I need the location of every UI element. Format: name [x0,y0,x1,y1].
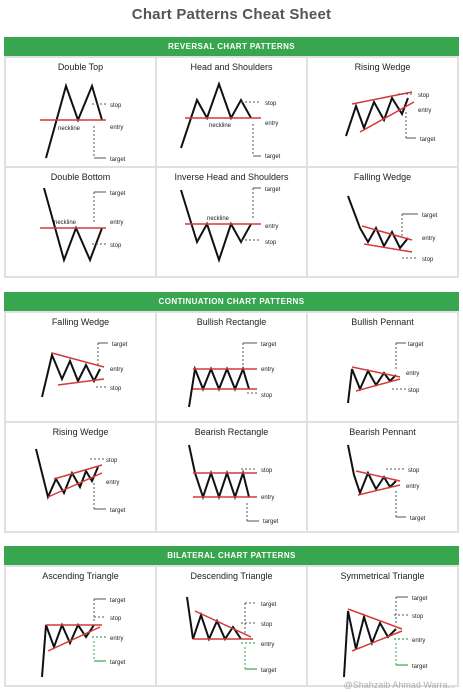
pattern-title: Falling Wedge [353,172,412,182]
bullish-rectangle-diagram [157,313,306,421]
pattern-card-inverse-head-and-shoulders [157,168,306,276]
falling-wedge-continuation-diagram [6,313,155,421]
pattern-title: Head and Shoulders [190,62,273,72]
target-label: target [422,213,438,219]
bearish-pennant-diagram [308,423,457,531]
target-label: target [265,154,281,160]
pattern-title: Bearish Pennant [349,427,416,437]
stop-label: stop [261,468,273,474]
neckline-label: neckline [58,126,81,132]
stop-label: stop [110,103,122,109]
page-title: Chart Patterns Cheat Sheet [131,6,332,23]
head-and-shoulders-diagram [157,58,306,166]
stop-label: stop [422,257,434,263]
section-header-continuation: CONTINUATION CHART PATTERNS [4,292,459,311]
target-label: target [261,342,277,348]
target-label: target [110,191,126,197]
falling-wedge-diagram [308,168,457,276]
target-label: target [110,157,126,163]
entry-label: entry [265,121,279,127]
section-header-reversal: REVERSAL CHART PATTERNS [4,37,459,56]
target-label: target [265,187,281,193]
target-label: target [420,137,436,143]
pattern-card-descending-triangle [157,567,306,685]
pattern-card-symmetrical-triangle [308,567,457,685]
entry-label: entry [110,220,124,226]
stop-label: stop [265,101,277,107]
pattern-title: Rising Wedge [354,62,411,72]
entry-label: entry [110,367,124,373]
stop-label: stop [408,468,420,474]
entry-label: entry [110,125,124,131]
neckline-label: neckline [207,216,230,222]
target-label: target [261,668,277,674]
entry-label: entry [261,495,275,501]
pattern-title: Rising Wedge [52,427,109,437]
entry-label: entry [412,638,426,644]
entry-label: entry [418,108,432,114]
symmetrical-triangle-diagram [308,567,457,685]
pattern-card-ascending-triangle [6,567,155,685]
pattern-title: Double Bottom [50,172,111,182]
bearish-rectangle-diagram [157,423,306,531]
entry-label: entry [265,224,279,230]
watermark: @Shahzaib Ahmad Warra... [343,680,455,690]
entry-label: entry [422,236,436,242]
entry-label: entry [406,484,420,490]
entry-label: entry [261,367,275,373]
target-label: target [410,516,426,522]
stop-label: stop [412,614,424,620]
target-label: target [263,519,279,525]
pattern-card-falling-wedge-reversal [308,168,457,276]
pattern-card-double-bottom [6,168,155,276]
bilateral-grid [4,565,459,687]
pattern-title: Ascending Triangle [42,571,119,581]
target-label: target [112,342,128,348]
pattern-title: Falling Wedge [51,317,110,327]
reversal-grid [4,56,459,278]
ascending-triangle-diagram [6,567,155,685]
descending-triangle-diagram [157,567,306,685]
stop-label: stop [110,386,122,392]
bullish-pennant-diagram [308,313,457,421]
stop-label: stop [110,243,122,249]
pattern-title: Symmetrical Triangle [340,571,425,581]
stop-label: stop [261,622,273,628]
target-label: target [110,660,126,666]
pattern-title: Inverse Head and Shoulders [174,172,289,182]
pattern-title: Bearish Rectangle [194,427,269,437]
pattern-title: Descending Triangle [190,571,273,581]
rising-wedge-continuation-diagram [6,423,155,531]
pattern-card-bullish-pennant [308,313,457,421]
target-label: target [261,602,277,608]
pattern-title: Bullish Rectangle [196,317,267,327]
double-bottom-diagram [6,168,155,276]
entry-label: entry [106,480,120,486]
pattern-card-bullish-rectangle [157,313,306,421]
continuation-grid [4,311,459,533]
pattern-title: Double Top [57,62,104,72]
pattern-card-rising-wedge-reversal [308,58,457,166]
stop-label: stop [261,393,273,399]
rising-wedge-diagram [308,58,457,166]
target-label: target [412,664,428,670]
stop-label: stop [106,458,118,464]
target-label: target [412,596,428,602]
inverse-head-and-shoulders-diagram [157,168,306,276]
pattern-title: Bullish Pennant [351,317,414,327]
stop-label: stop [408,388,420,394]
target-label: target [110,598,126,604]
stop-label: stop [418,93,430,99]
target-label: target [110,508,126,514]
pattern-card-falling-wedge-continuation [6,313,155,421]
neckline-label: neckline [209,123,232,129]
pattern-card-bearish-rectangle [157,423,306,531]
stop-label: stop [265,240,277,246]
entry-label: entry [110,636,124,642]
entry-label: entry [406,371,420,377]
section-header-bilateral: BILATERAL CHART PATTERNS [4,546,459,565]
pattern-card-head-and-shoulders [157,58,306,166]
pattern-card-bearish-pennant [308,423,457,531]
stop-label: stop [110,616,122,622]
entry-label: entry [261,642,275,648]
double-top-diagram [6,58,155,166]
target-label: target [408,342,424,348]
pattern-card-double-top [6,58,155,166]
neckline-label: neckline [54,220,77,226]
pattern-card-rising-wedge-continuation [6,423,155,531]
